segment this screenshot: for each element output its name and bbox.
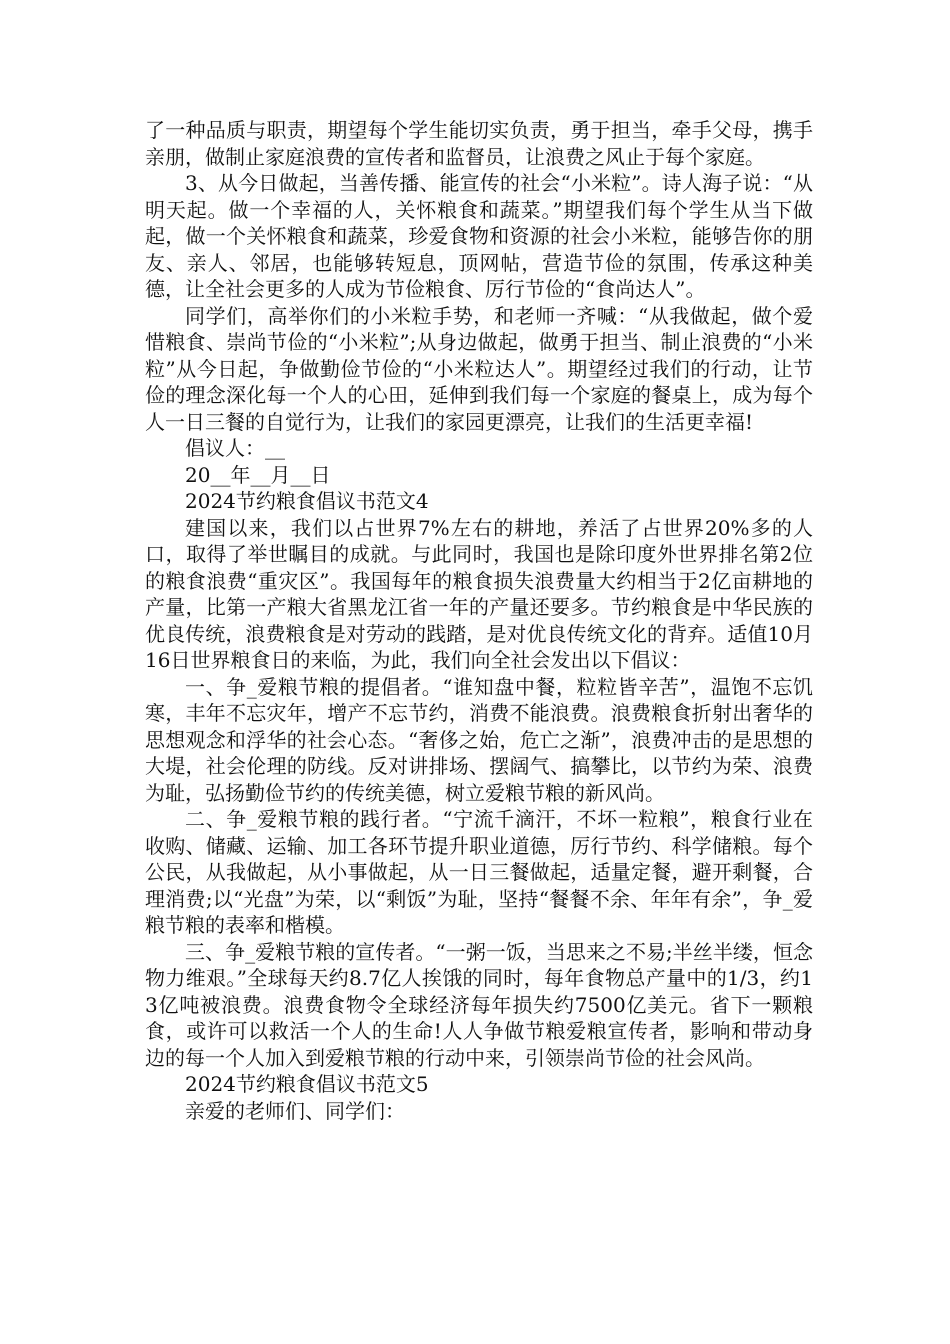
date-line: 20__年__月__日	[185, 462, 331, 487]
section-heading-5: 2024节约粮食倡议书范文5	[185, 1072, 429, 1096]
paragraph-intro-4: 建国以来，我们以占世界7%左右的耕地，养活了占世界20%多的人口，取得了举世瞩目的成就。与此同时，我国也是除印度外世界排名第2位的粮食浪费“重灾区”。我国每年的粮食损失浪费量大约相当于2亿亩耕地的产量，比第一产粮大省黑龙江省一年的产量还要多。节约粮食是中华民族的优良传统，浪费粮食是对劳动的践踏，是对优良传统文化的背弃。适值10月16日世界粮食日的来临，为此，我们向全社会发出以下倡议：	[145, 515, 813, 672]
document-body	[145, 117, 813, 1124]
signature-line: 倡议人：__	[185, 436, 285, 460]
paragraph-continuation: 了一种品质与职责，期望每个学生能切实负责，勇于担当，牵手父母，携手亲朋，做制止家庭浪费的宣传者和监督员，让浪费之风止于每个家庭。	[145, 118, 813, 169]
paragraph-item-3: 三、争_爱粮节粮的宣传者。“一粥一饭，当思来之不易;半丝半缕，恒念物力维艰。”全球每天约8.7亿人挨饿的同时，每年食物总产量中的1/3，约13亿吨被浪费。浪费食物令全球经济每年损失约7500亿美元。省下一颗粮食，或许可以救活一个人的生命!人人争做节粮爱粮宣传者，影响和带动身边的每一个人加入到爱粮节粮的行动中来，引领崇尚节俭的社会风尚。	[145, 939, 813, 1070]
paragraph-item-2: 二、争_爱粮节粮的践行者。“宁流千滴汗，不坏一粒粮”，粮食行业在收购、储藏、运输、加工各环节提升职业道德，厉行节约、科学储粮。每个公民，从我做起，从小事做起，从一日三餐做起，适量定餐，避开剩餐，合理消费;以“光盘”为荣，以“剩饭”为耻，坚持“餐餐不余、年年有余”，争_爱粮节粮的表率和楷模。	[145, 807, 813, 937]
section-heading-4: 2024节约粮食倡议书范文4	[185, 489, 429, 513]
paragraph-call-to-action: 同学们，高举你们的小米粒手势，和老师一齐喊：“从我做起，做个爱惜粮食、崇尚节俭的“小米粒”;从身边做起，做勇于担当、制止浪费的“小米粒”从今日起，争做勤俭节俭的“小米粒达人”。期望经过我们的行动，让节俭的理念深化每一个人的心田，延伸到我们每一个家庭的餐桌上，成为每个人一日三餐的自觉行为，让我们的家园更漂亮，让我们的生活更幸福!	[145, 303, 813, 434]
salutation: 亲爱的老师们、同学们：	[185, 1098, 405, 1123]
paragraph-point-3: 3、从今日做起，当善传播、能宣传的社会“小米粒”。诗人海子说：“从明天起。做一个幸福的人，关怀粮食和蔬菜。”期望我们每个学生从当下做起，做一个关怀粮食和蔬菜，珍爱食物和资源的社会小米粒，能够告你的朋友、亲人、邻居，也能够转短息，顶网帖，营造节俭的氛围，传承这种美德，让全社会更多的人成为节俭粮食、厉行节俭的“食尚达人”。	[145, 171, 813, 301]
paragraph-item-1: 一、争_爱粮节粮的提倡者。“谁知盘中餐，粒粒皆辛苦”，温饱不忘饥寒，丰年不忘灾年，增产不忘节约，消费不能浪费。浪费粮食折射出奢华的思想观念和浮华的社会心态。“奢侈之始，危亡之渐”，浪费冲击的是思想的大堤，社会伦理的防线。反对讲排场、摆阔气、搞攀比，以节约为荣、浪费为耻，弘扬勤俭节约的传统美德，树立爱粮节粮的新风尚。	[145, 674, 813, 805]
